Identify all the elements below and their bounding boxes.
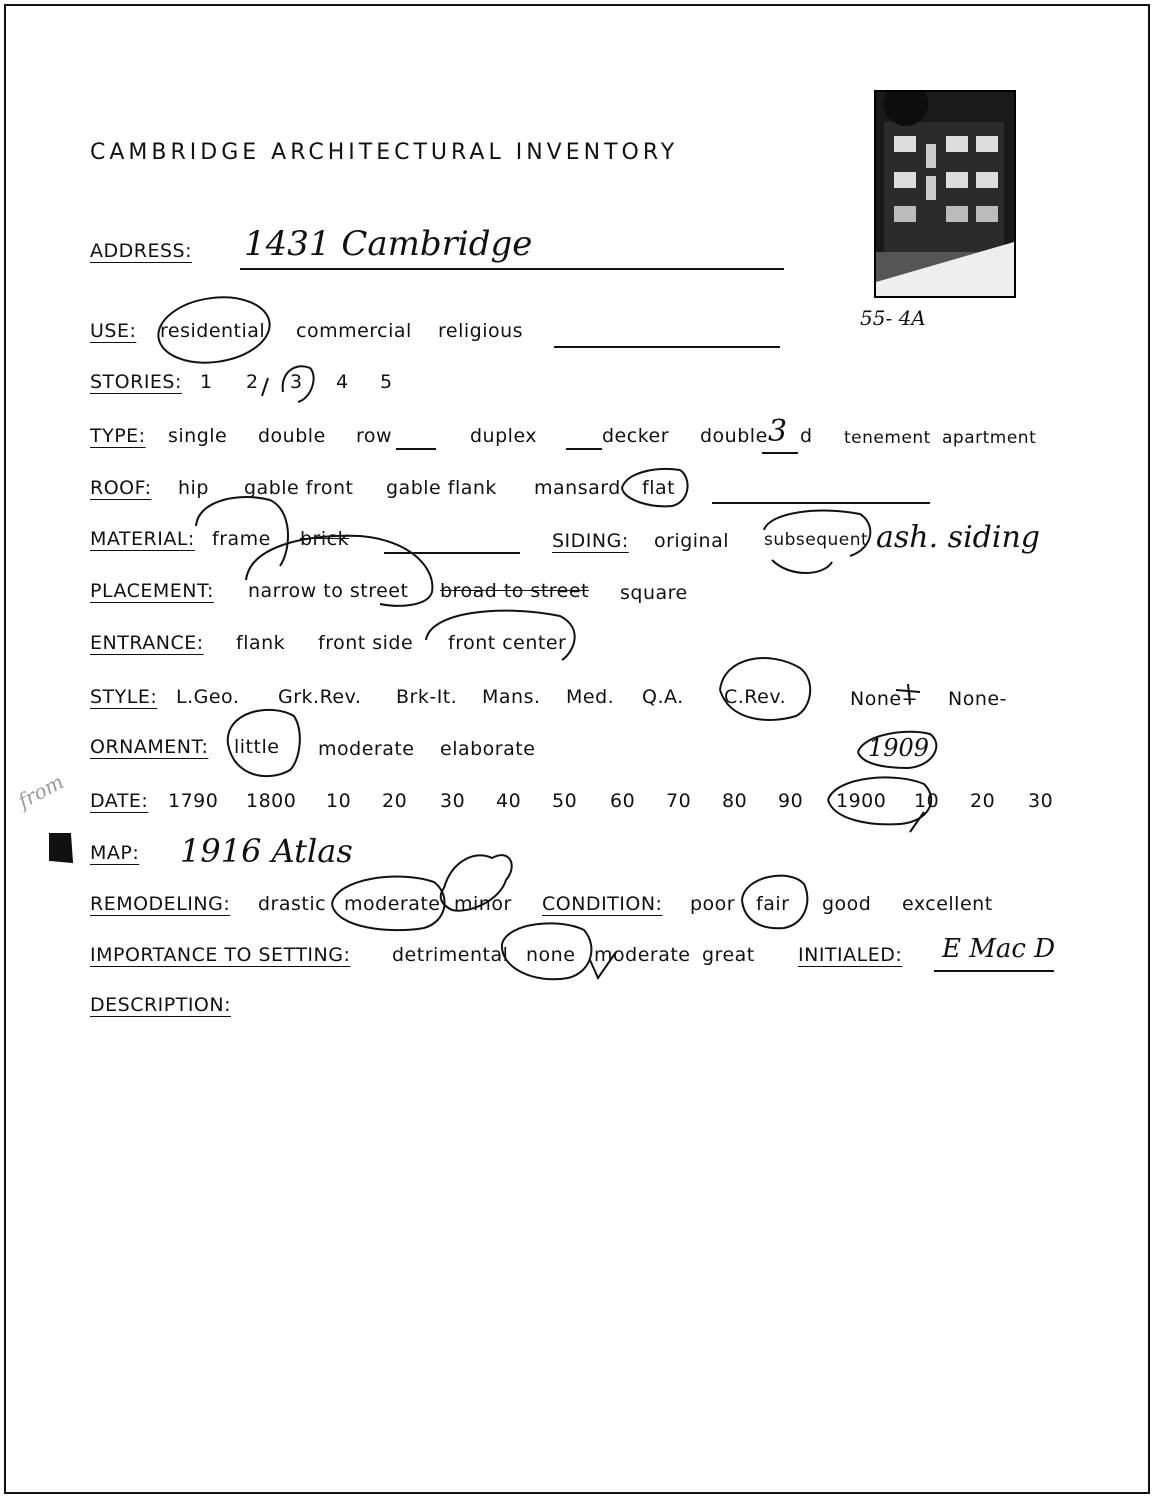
address-label: ADDRESS: <box>90 240 192 262</box>
stories-option-5: 5 <box>380 371 393 393</box>
use-option-residential: residential <box>160 320 266 342</box>
entrance-label: ENTRANCE: <box>90 632 204 654</box>
stories-option-1: 1 <box>200 371 213 393</box>
date-option-20: 20 <box>382 790 408 812</box>
style-option-none-minus: None- <box>948 688 1007 710</box>
type-row-line <box>396 448 436 450</box>
date-option-1930: 30 <box>1028 790 1054 812</box>
map-value: 1916 Atlas <box>180 832 353 870</box>
date-handwritten-1909: 1909 <box>868 734 930 762</box>
material-other-line <box>384 552 520 554</box>
ornament-label: ORNAMENT: <box>90 736 209 758</box>
type-option-tenement: tenement <box>844 428 931 448</box>
type-option-duplex: duplex <box>470 425 538 447</box>
remodeling-option-drastic: drastic <box>258 893 327 915</box>
condition-option-good: good <box>822 893 872 915</box>
initialed-value: E Mac D <box>942 934 1056 964</box>
type-option-row: row <box>356 425 393 447</box>
use-other-line <box>554 346 780 348</box>
date-option-1790: 1790 <box>168 790 219 812</box>
style-option-lgeo: L.Geo. <box>176 686 240 708</box>
siding-label: SIDING: <box>552 530 629 552</box>
stories-option-3: 3 <box>290 371 303 393</box>
date-option-40: 40 <box>496 790 522 812</box>
style-label: STYLE: <box>90 686 158 708</box>
type-decker-line <box>566 448 602 450</box>
stories-option-4: 4 <box>336 371 349 393</box>
remodeling-option-minor: minor <box>454 893 512 915</box>
stories-label: STORIES: <box>90 371 182 393</box>
initialed-label: INITIALED: <box>798 944 903 966</box>
roof-option-mansard: mansard <box>534 477 621 499</box>
material-label: MATERIAL: <box>90 528 195 550</box>
form-title: CAMBRIDGE ARCHITECTURAL INVENTORY <box>90 140 679 165</box>
entrance-option-flank: flank <box>236 632 286 654</box>
date-option-90: 90 <box>778 790 804 812</box>
importance-option-detrimental: detrimental <box>392 944 509 966</box>
style-option-med: Med. <box>566 686 615 708</box>
remodeling-option-moderate: moderate <box>344 893 441 915</box>
use-option-commercial: commercial <box>296 320 412 342</box>
use-option-religious: religious <box>438 320 524 342</box>
date-option-1800: 1800 <box>246 790 297 812</box>
roof-option-hip: hip <box>178 477 209 499</box>
placement-option-broad: broad to street <box>440 580 590 602</box>
date-label: DATE: <box>90 790 149 812</box>
use-label: USE: <box>90 320 137 342</box>
date-option-70: 70 <box>666 790 692 812</box>
stories-option-2: 2 <box>246 371 259 393</box>
material-option-frame: frame <box>212 528 271 550</box>
siding-option-original: original <box>654 530 730 552</box>
type-option-double-d: double <box>700 425 768 447</box>
style-option-crev: C.Rev. <box>724 686 787 708</box>
style-option-none-plus: None+ <box>850 688 918 710</box>
condition-label: CONDITION: <box>542 893 663 915</box>
entrance-option-front-center: front center <box>448 632 567 654</box>
remodeling-label: REMODELING: <box>90 893 231 915</box>
condition-option-poor: poor <box>690 893 736 915</box>
importance-option-none: none <box>526 944 576 966</box>
roof-label: ROOF: <box>90 477 152 499</box>
type-option-decker: decker <box>602 425 670 447</box>
date-option-30: 30 <box>440 790 466 812</box>
date-option-60: 60 <box>610 790 636 812</box>
placement-option-narrow: narrow to street <box>248 580 409 602</box>
importance-option-great: great <box>702 944 755 966</box>
type-handwritten-number: 3 <box>768 414 788 449</box>
roof-option-gable-front: gable front <box>244 477 354 499</box>
placement-label: PLACEMENT: <box>90 580 214 602</box>
description-label: DESCRIPTION: <box>90 994 232 1016</box>
condition-option-excellent: excellent <box>902 893 993 915</box>
ornament-option-elaborate: elaborate <box>440 738 536 760</box>
date-option-1920: 20 <box>970 790 996 812</box>
date-option-10: 10 <box>326 790 352 812</box>
initialed-line <box>934 970 1054 972</box>
type-option-single: single <box>168 425 228 447</box>
roof-option-flat: flat <box>642 477 676 499</box>
type-option-double: double <box>258 425 326 447</box>
siding-handwritten-note: ash. siding <box>876 520 1040 555</box>
roof-option-gable-flank: gable flank <box>386 477 497 499</box>
importance-label: IMPORTANCE TO SETTING: <box>90 944 351 966</box>
style-option-grkrev: Grk.Rev. <box>278 686 362 708</box>
type-option-d: d <box>800 425 813 447</box>
ornament-option-moderate: moderate <box>318 738 415 760</box>
margin-note: from <box>14 769 68 814</box>
style-option-qa: Q.A. <box>642 686 684 708</box>
date-option-1900: 1900 <box>836 790 887 812</box>
map-label: MAP: <box>90 842 140 864</box>
building-photo <box>874 90 1016 298</box>
roof-other-line <box>712 502 930 504</box>
address-line <box>240 268 784 270</box>
entrance-option-front-side: front side <box>318 632 414 654</box>
address-value: 1431 Cambridge <box>244 224 533 264</box>
photo-reference: 55- 4A <box>860 306 926 330</box>
placement-option-square: square <box>620 582 688 604</box>
date-option-1910: 10 <box>914 790 940 812</box>
type-number-line <box>762 452 798 454</box>
importance-option-moderate: moderate <box>594 944 691 966</box>
condition-option-fair: fair <box>756 893 790 915</box>
siding-option-subsequent: subsequent <box>764 530 869 550</box>
type-option-apartment: apartment <box>942 428 1037 448</box>
date-option-80: 80 <box>722 790 748 812</box>
style-option-brkit: Brk-It. <box>396 686 458 708</box>
date-option-50: 50 <box>552 790 578 812</box>
style-option-mans: Mans. <box>482 686 541 708</box>
material-option-brick: brick <box>300 528 350 550</box>
type-label: TYPE: <box>90 425 146 447</box>
ornament-option-little: little <box>234 736 280 758</box>
